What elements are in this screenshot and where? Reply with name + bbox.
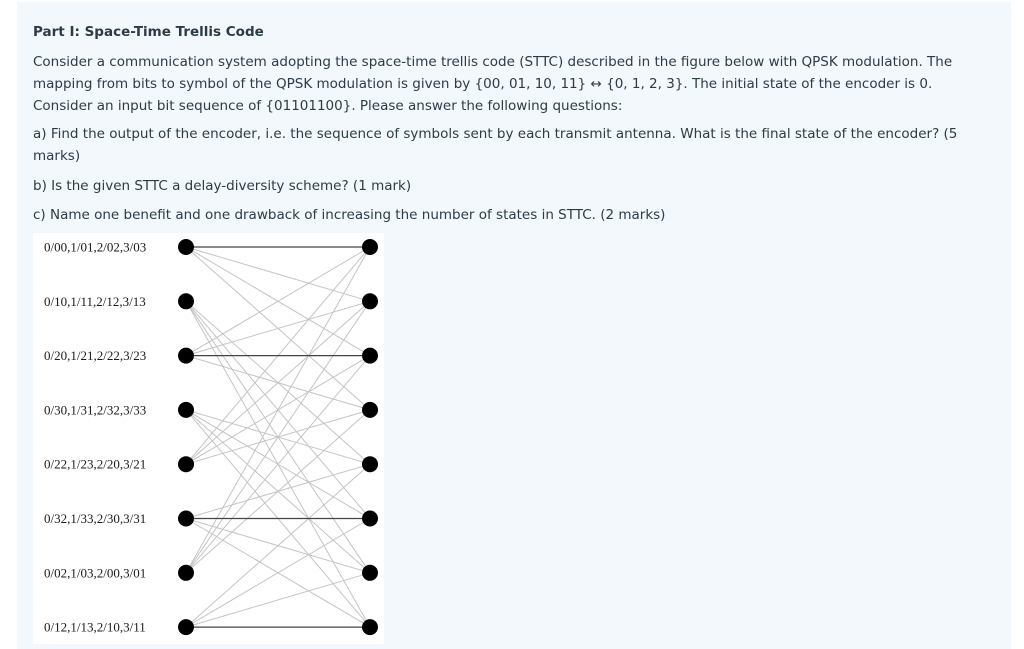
state-label-4: 0/22,1/23,2/20,3/21 [44, 456, 147, 472]
intro-line-3: Consider an input bit sequence of {01101100}. Please answer the following questions: [33, 98, 623, 114]
part-title: Part I: Space-Time Trellis Code [33, 24, 264, 40]
state-label-2: 0/20,1/21,2/22,3/23 [44, 348, 147, 364]
transition-s7-to-s6 [186, 573, 370, 627]
state-node-left-7 [178, 619, 194, 635]
trellis-diagram [33, 233, 384, 644]
state-label-0: 0/00,1/01,2/02,3/03 [44, 239, 147, 255]
state-label-6: 0/02,1/03,2/00,3/01 [44, 565, 147, 581]
state-node-right-4 [362, 456, 378, 472]
state-node-left-4 [178, 456, 194, 472]
question-a-line-1: a) Find the output of the encoder, i.e. the sequence of symbols sent by each transmit antenna. What is the final state of the encoder? (5 [33, 126, 958, 142]
state-node-right-1 [362, 293, 378, 309]
state-node-right-5 [362, 511, 378, 527]
question-b: b) Is the given STTC a delay-diversity scheme? (1 mark) [33, 178, 412, 194]
intro-paragraph [33, 51, 983, 117]
state-label-7: 0/12,1/13,2/10,3/11 [44, 619, 146, 635]
transition-s0-to-s1 [186, 247, 370, 301]
state-node-left-3 [178, 402, 194, 418]
state-node-right-2 [362, 348, 378, 364]
state-node-left-0 [178, 239, 194, 255]
state-node-left-6 [178, 565, 194, 581]
transition-s7-to-s4 [186, 464, 370, 627]
state-node-right-0 [362, 239, 378, 255]
state-node-right-3 [362, 402, 378, 418]
state-node-left-5 [178, 511, 194, 527]
transition-s6-to-s0 [186, 247, 370, 573]
trellis-figure [33, 233, 384, 644]
intro-line-1: Consider a communication system adopting the space-time trellis code (STTC) described in the figure below with QPSK modulation. The [33, 54, 953, 70]
state-node-left-2 [178, 348, 194, 364]
state-node-left-1 [178, 293, 194, 309]
state-label-5: 0/32,1/33,2/30,3/31 [44, 511, 147, 526]
intro-line-2: mapping from bits to symbol of the QPSK modulation is given by {00, 01, 10, 11} ↔ {0, 1, 2, 3}. The initial state of the encoder is 0. [33, 76, 933, 92]
state-node-right-7 [362, 619, 378, 635]
transition-s6-to-s2 [186, 356, 370, 573]
state-label-3: 0/30,1/31,2/32,3/33 [44, 402, 147, 418]
state-label-1: 0/10,1/11,2/12,3/13 [44, 293, 146, 309]
question-a [33, 123, 983, 167]
question-a-line-2: marks) [33, 148, 81, 164]
state-node-right-6 [362, 565, 378, 581]
question-c: c) Name one benefit and one drawback of increasing the number of states in STTC. (2 marks) [33, 207, 666, 223]
transition-s2-to-s1 [186, 301, 370, 355]
